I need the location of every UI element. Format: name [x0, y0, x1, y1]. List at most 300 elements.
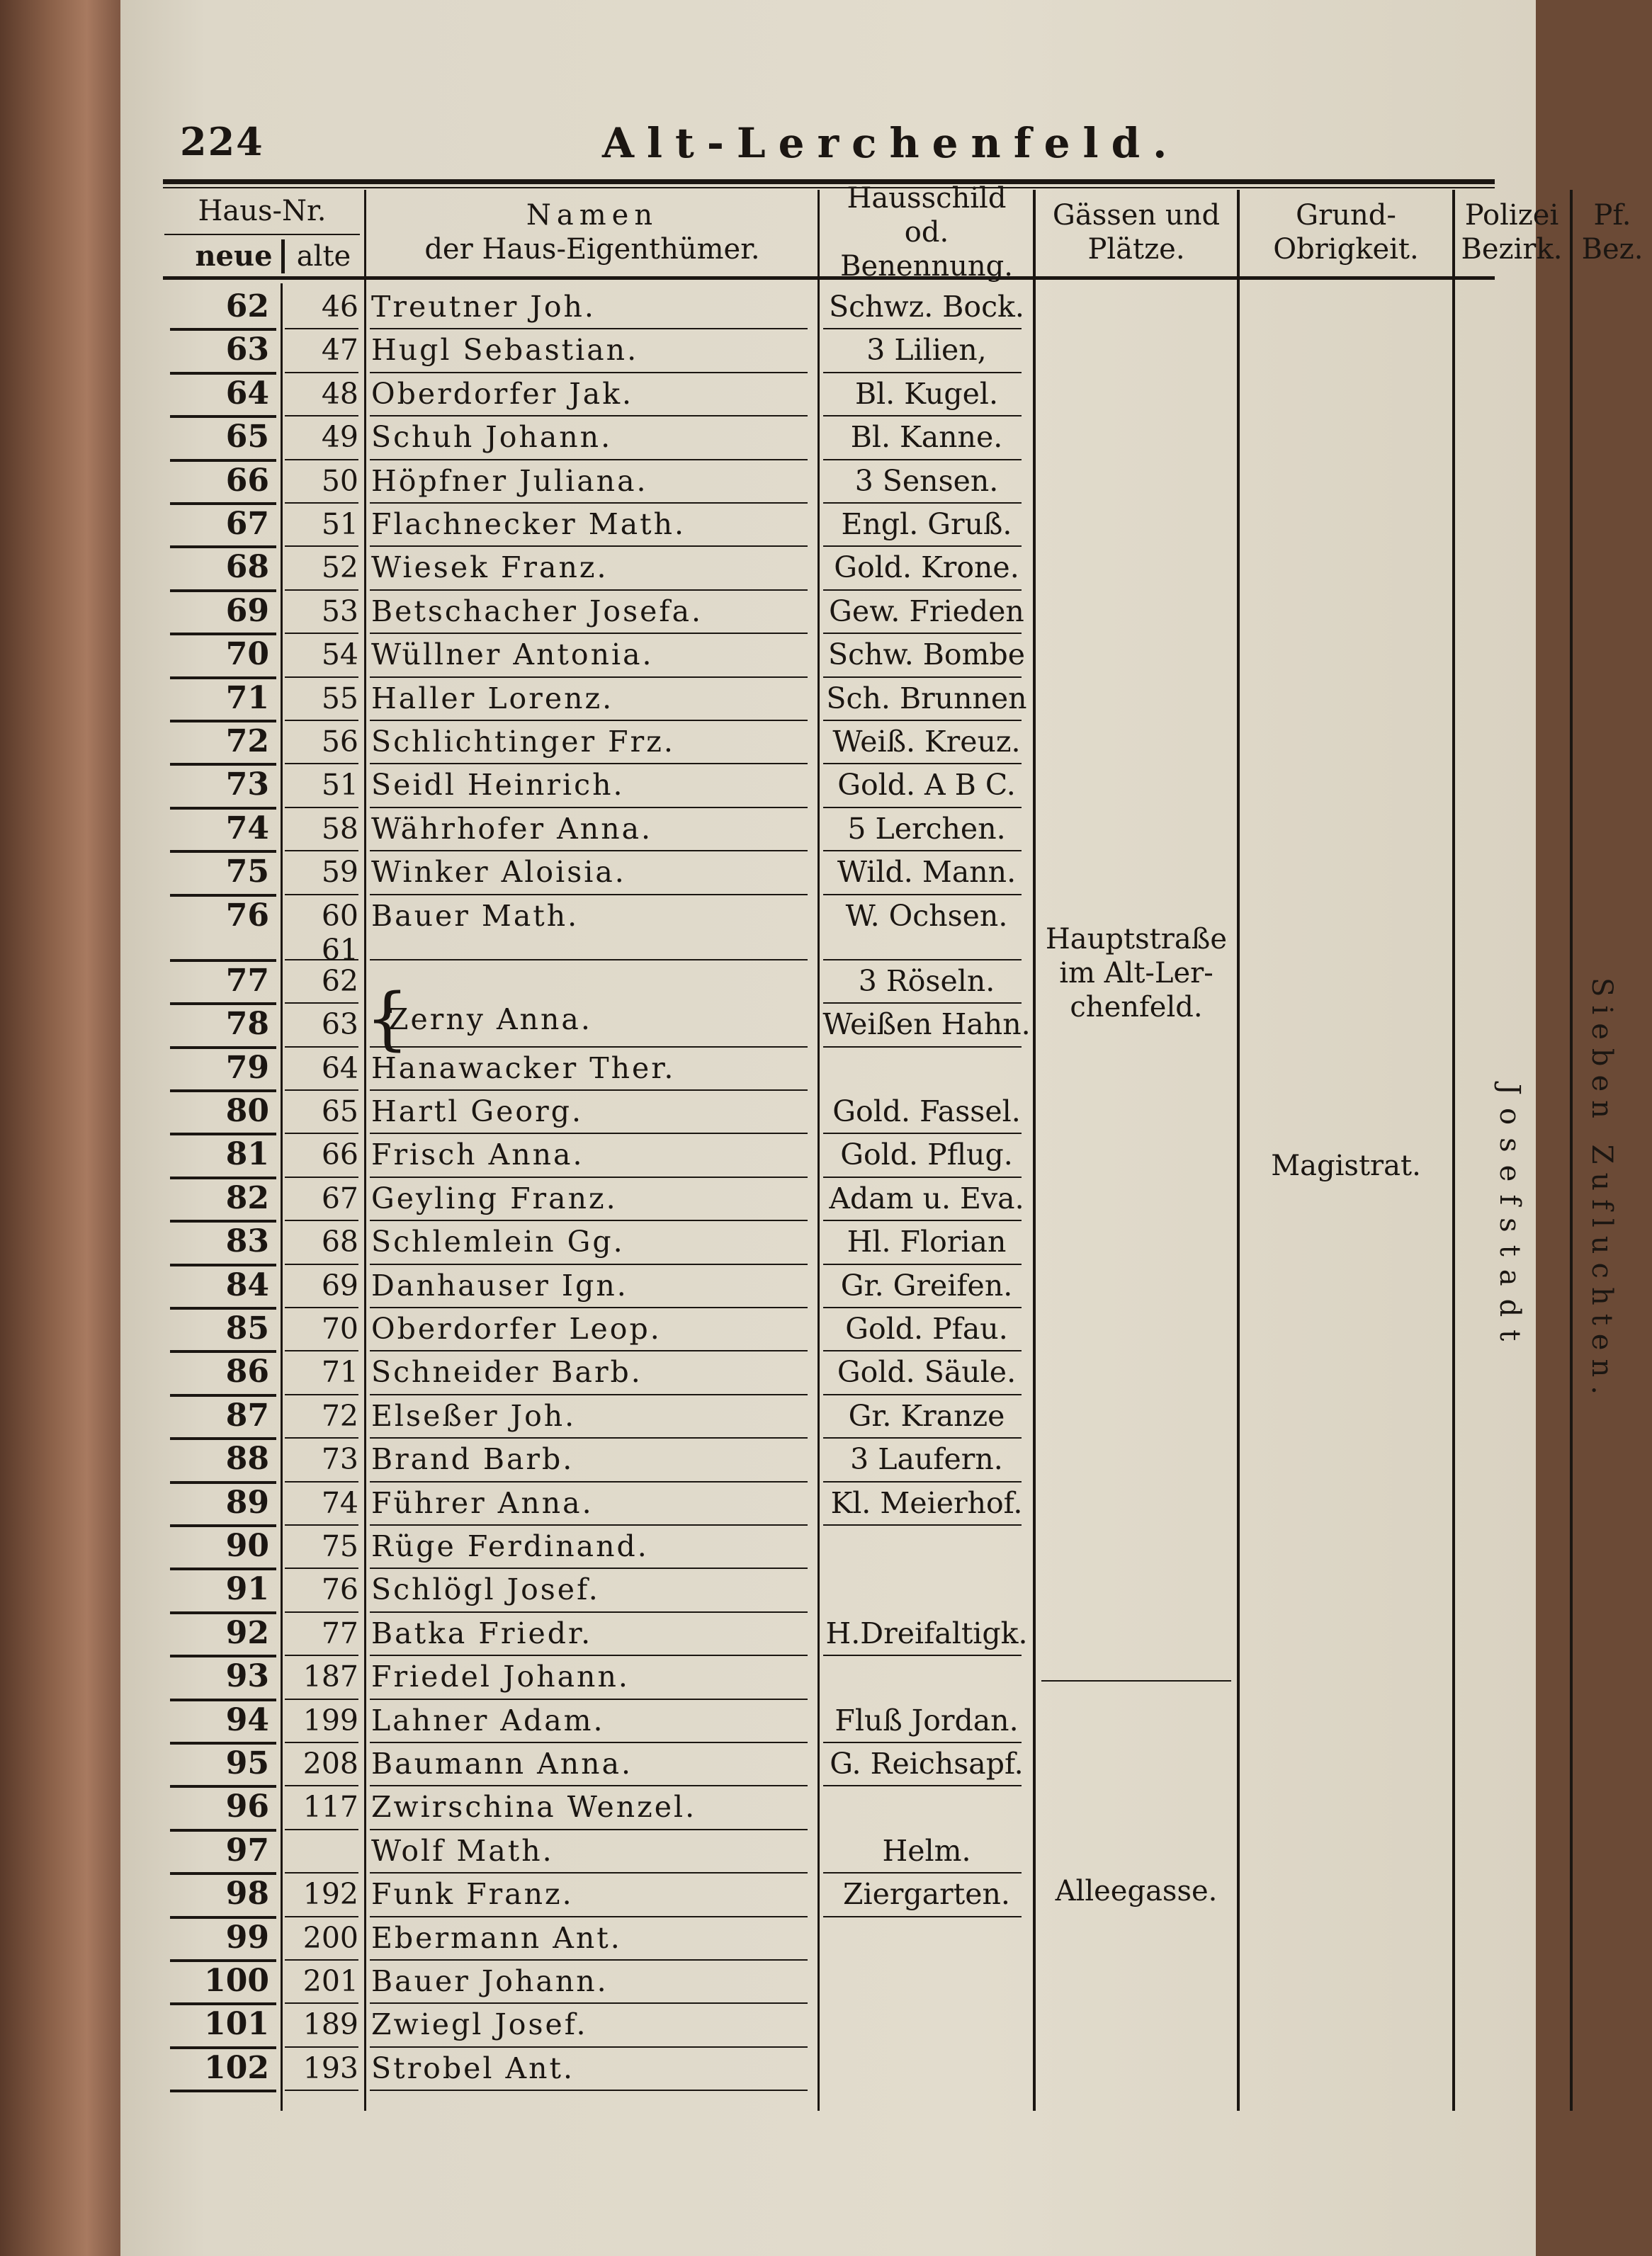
row-schild-rule — [823, 589, 1022, 591]
brace-rows-77-78: { — [366, 979, 409, 1058]
row-name-rule — [370, 2046, 808, 2048]
row-neue-rule — [170, 633, 276, 635]
row-alte-number: 58 — [321, 811, 358, 846]
row-name-rule — [370, 2002, 808, 2004]
row-alte-rule — [285, 1133, 358, 1134]
row-alte-number: 54 — [321, 637, 358, 672]
row-alte-rule — [285, 502, 358, 504]
book-page — [120, 0, 1643, 2256]
row-name-rule — [370, 1133, 808, 1134]
col-gassen-line1: Gässen und — [1052, 199, 1221, 232]
row-neue-rule — [170, 1350, 276, 1353]
row-schild-rule — [823, 1524, 1022, 1526]
row-schild-rule — [823, 676, 1022, 678]
row-schild-rule — [823, 415, 1022, 416]
row-owner-name: Schlemlein Gg. — [371, 1225, 625, 1259]
row-hausschild: Schw. Bombe — [828, 637, 1025, 672]
row-hausschild: Gr. Kranze — [848, 1398, 1005, 1433]
row-neue-rule — [170, 1437, 276, 1440]
row-alte-rule — [285, 1872, 358, 1874]
row-alte-number: 72 — [321, 1398, 358, 1433]
row-neue-number: 68 — [225, 549, 269, 586]
row-neue-rule — [170, 2090, 276, 2092]
row-neue-number: 89 — [225, 1484, 269, 1521]
row-schild-rule — [823, 1220, 1022, 1221]
row-neue-number: 74 — [225, 810, 269, 846]
row-neue-rule — [170, 1089, 276, 1092]
row-hausschild: Gr. Greifen. — [840, 1268, 1013, 1303]
row-schild-rule — [823, 1046, 1022, 1048]
row-alte-number: 65 — [321, 1094, 358, 1128]
row-neue-number: 85 — [225, 1310, 269, 1347]
column-header-rule — [163, 276, 1495, 280]
row-alte-rule — [285, 894, 358, 895]
col-divider-neue-alte — [281, 283, 283, 2111]
row-alte-rule — [285, 807, 358, 808]
row-owner-name: Funk Franz. — [371, 1877, 574, 1912]
col-alte-label: alte — [296, 240, 351, 273]
row-schild-rule — [823, 1785, 1022, 1786]
col-pf-line2: Bez. — [1581, 233, 1643, 266]
row-neue-rule — [170, 1568, 276, 1570]
row-owner-name: Ebermann Ant. — [371, 1920, 622, 1955]
row-neue-number: 75 — [225, 854, 269, 890]
haus-nr-subrule — [164, 234, 360, 235]
row-owner-name: Frisch Anna. — [371, 1138, 584, 1172]
row-schild-rule — [823, 763, 1022, 764]
row-alte-rule — [285, 545, 358, 547]
row-name-rule — [370, 894, 808, 895]
merged-owner-name: Zerny Anna. — [388, 1002, 592, 1036]
row-alte-number: 49 — [321, 420, 358, 455]
row-neue-rule — [170, 1046, 276, 1049]
row-schild-rule — [823, 720, 1022, 721]
row-alte-number: 46 — [321, 290, 358, 324]
row-neue-rule — [170, 1611, 276, 1614]
row-hausschild: Weißen Hahn. — [822, 1007, 1031, 1042]
row-schild-rule — [823, 1872, 1022, 1874]
row-schild-rule — [823, 459, 1022, 460]
row-alte-number: 55 — [321, 681, 358, 715]
col-divider-namen-schild — [817, 190, 820, 2111]
row-neue-rule — [170, 1742, 276, 1745]
row-alte-rule — [285, 959, 358, 960]
row-neue-number: 67 — [225, 506, 269, 542]
col-grund-line1: Grund- — [1296, 199, 1396, 232]
page-title: Alt-Lerchenfeld. — [602, 119, 1180, 167]
row-alte-rule — [285, 1699, 358, 1700]
row-name-rule — [370, 1916, 808, 1917]
row-owner-name: Lahner Adam. — [371, 1703, 605, 1738]
row-name-rule — [370, 545, 808, 547]
row-owner-name: Seidl Heinrich. — [371, 768, 625, 803]
row-neue-number: 93 — [225, 1658, 269, 1695]
row-neue-rule — [170, 1177, 276, 1179]
row-neue-number: 70 — [225, 636, 269, 673]
row-hausschild: Kl. Meierhof. — [830, 1485, 1023, 1520]
row-alte-number: 69 — [321, 1268, 358, 1303]
row-schild-rule — [823, 1002, 1022, 1004]
row-neue-rule — [170, 1133, 276, 1135]
row-owner-name: Haller Lorenz. — [371, 681, 614, 715]
row-neue-number: 91 — [225, 1571, 269, 1608]
row-neue-rule — [170, 720, 276, 722]
row-owner-name: Wüllner Antonia. — [371, 637, 654, 672]
row-hausschild: W. Ochsen. — [845, 898, 1008, 933]
row-schild-rule — [823, 1307, 1022, 1308]
col-divider-schild-gassen — [1033, 190, 1036, 2111]
row-neue-number: 64 — [225, 375, 269, 412]
row-hausschild: Schwz. Bock. — [829, 290, 1024, 324]
row-neue-rule — [170, 415, 276, 418]
row-alte-rule — [285, 1307, 358, 1308]
row-neue-rule — [170, 372, 276, 375]
polizei-bezirk-josefstadt: Josefstadt — [1493, 1084, 1526, 1354]
row-neue-number: 76 — [225, 897, 269, 934]
row-hausschild: H.Dreifaltigk. — [825, 1616, 1028, 1650]
row-neue-number: 82 — [225, 1179, 269, 1216]
row-alte-number: 56 — [321, 725, 358, 759]
row-hausschild: Helm. — [882, 1833, 971, 1868]
row-owner-name: Betschacher Josefa. — [371, 594, 703, 628]
row-neue-rule — [170, 1829, 276, 1832]
col-neue-label: neue — [195, 239, 273, 273]
row-alte-rule — [285, 633, 358, 634]
row-alte-number: 200 — [302, 1920, 358, 1955]
row-alte-number: 71 — [321, 1355, 358, 1390]
row-neue-number: 84 — [225, 1266, 269, 1303]
row-alte-number: 189 — [302, 2007, 358, 2042]
row-alte-rule — [285, 1220, 358, 1221]
row-owner-name: Schlögl Josef. — [371, 1572, 600, 1607]
row-neue-number: 77 — [225, 962, 269, 999]
page-number: 224 — [180, 119, 264, 164]
row-alte-number: 62 — [321, 963, 358, 998]
row-alte-number: 50 — [321, 463, 358, 498]
row-name-rule — [370, 1742, 808, 1743]
row-schild-rule — [823, 1264, 1022, 1265]
row-alte-number: 51 — [321, 507, 358, 541]
row-owner-name: Oberdorfer Jak. — [371, 376, 634, 411]
row-hausschild: Gold. Fassel. — [832, 1094, 1021, 1128]
row-alte-rule — [285, 1524, 358, 1526]
col-polizei-line2: Bezirk. — [1461, 233, 1563, 266]
row-owner-name: Schuh Johann. — [371, 420, 613, 455]
book-spine — [0, 0, 124, 2256]
row-neue-rule — [170, 502, 276, 505]
row-hausschild: Fluß Jordan. — [835, 1703, 1019, 1738]
row-neue-number: 98 — [225, 1876, 269, 1912]
row-owner-name: Danhauser Ign. — [371, 1268, 628, 1303]
row-name-rule — [370, 1829, 808, 1830]
row-alte-rule — [285, 1046, 358, 1048]
row-name-rule — [370, 502, 808, 504]
row-name-rule — [370, 676, 808, 678]
row-owner-name: Bauer Johann. — [371, 1963, 609, 1998]
row-owner-name: Brand Barb. — [371, 1442, 575, 1477]
row-name-rule — [370, 328, 808, 329]
row-neue-rule — [170, 589, 276, 592]
row-alte-rule — [285, 589, 358, 591]
row-owner-name: Hartl Georg. — [371, 1094, 583, 1128]
row-schild-rule — [823, 545, 1022, 547]
row-owner-name: Oberdorfer Leop. — [371, 1311, 662, 1346]
row-name-rule — [370, 2090, 808, 2091]
row-neue-number: 88 — [225, 1441, 269, 1478]
col-polizei-line1: Polizei — [1464, 199, 1559, 232]
row-owner-name: Führer Anna. — [371, 1485, 594, 1520]
row-alte-rule — [285, 850, 358, 851]
col-divider-polizei-pf — [1570, 190, 1573, 2111]
row-alte-rule — [285, 1785, 358, 1786]
row-owner-name: Schneider Barb. — [371, 1355, 643, 1390]
row-alte-rule — [285, 1394, 358, 1395]
row-owner-name: Hugl Sebastian. — [371, 333, 639, 368]
col-head-pf — [1573, 190, 1652, 275]
row-owner-name: Zwirschina Wenzel. — [371, 1790, 697, 1825]
row-hausschild: Hl. Florian — [847, 1225, 1007, 1259]
row-schild-rule — [823, 328, 1022, 329]
row-name-rule — [370, 850, 808, 851]
row-alte-number: 51 — [321, 768, 358, 803]
row-neue-rule — [170, 850, 276, 853]
row-alte-rule — [285, 328, 358, 329]
row-neue-rule — [170, 959, 276, 962]
row-name-rule — [370, 1046, 808, 1048]
row-hausschild: Gold. Krone. — [834, 550, 1019, 585]
row-neue-number: 100 — [204, 1962, 269, 1999]
row-schild-rule — [823, 1481, 1022, 1483]
gasse-separator — [1041, 1680, 1231, 1682]
row-schild-rule — [823, 807, 1022, 808]
row-neue-rule — [170, 1959, 276, 1962]
row-hausschild: 3 Röseln. — [858, 963, 995, 998]
row-alte-number: 47 — [321, 333, 358, 368]
row-alte-number: 73 — [321, 1442, 358, 1477]
row-schild-rule — [823, 633, 1022, 634]
row-alte-number: 74 — [321, 1485, 358, 1520]
row-alte-rule — [285, 1264, 358, 1265]
row-schild-rule — [823, 1437, 1022, 1439]
row-name-rule — [370, 1611, 808, 1613]
row-neue-rule — [170, 459, 276, 462]
row-neue-rule — [170, 1524, 276, 1527]
row-neue-number: 86 — [225, 1354, 269, 1390]
row-owner-name: Höpfner Juliana. — [371, 463, 648, 498]
row-neue-rule — [170, 763, 276, 766]
col-head-namen — [367, 190, 817, 275]
row-hausschild: Wild. Mann. — [837, 855, 1017, 890]
row-alte-number: 117 — [302, 1790, 358, 1825]
row-neue-number: 97 — [225, 1832, 269, 1869]
row-alte-rule — [285, 2090, 358, 2091]
row-owner-name: Baumann Anna. — [371, 1746, 633, 1781]
col-namen-line2: der Haus-Eigenthümer. — [424, 233, 760, 266]
gasse-hauptstrasse-line3: chenfeld. — [1070, 991, 1203, 1024]
row-alte-rule — [285, 415, 358, 416]
row-hausschild: Adam u. Eva. — [829, 1181, 1024, 1215]
row-neue-rule — [170, 1785, 276, 1788]
row-alte-number: 67 — [321, 1181, 358, 1215]
row-alte-rule — [285, 1481, 358, 1483]
row-alte-rule — [285, 1655, 358, 1656]
row-hausschild: Gold. A B C. — [837, 768, 1016, 803]
row-alte-number: 77 — [321, 1616, 358, 1650]
row-name-rule — [370, 763, 808, 764]
row-hausschild: 5 Lerchen. — [847, 811, 1006, 846]
row-neue-rule — [170, 2002, 276, 2005]
col-pf-line1: Pf. — [1593, 199, 1631, 232]
row-alte-number-2: 61 — [321, 932, 358, 967]
row-schild-rule — [823, 1742, 1022, 1743]
row-schild-rule — [823, 1133, 1022, 1134]
col-head-hausschild — [820, 182, 1033, 283]
row-owner-name: Währhofer Anna. — [371, 811, 653, 846]
row-neue-number: 66 — [225, 462, 269, 499]
row-neue-number: 63 — [225, 331, 269, 368]
row-owner-name: Strobel Ant. — [371, 2051, 575, 2085]
row-alte-number: 60 — [321, 898, 358, 933]
row-alte-rule — [285, 459, 358, 460]
col-gassen-line2: Plätze. — [1087, 233, 1185, 266]
row-owner-name: Treutner Joh. — [371, 290, 596, 324]
row-neue-rule — [170, 1481, 276, 1484]
col-divider-head-neue-alte — [281, 239, 285, 273]
row-alte-number: 201 — [302, 1963, 358, 1998]
row-name-rule — [370, 1307, 808, 1308]
row-schild-rule — [823, 1177, 1022, 1178]
row-name-rule — [370, 1220, 808, 1221]
pf-bezirk-sieben-zufluchten: Sieben Zufluchten. — [1585, 977, 1618, 1403]
row-neue-rule — [170, 1307, 276, 1310]
row-neue-number: 99 — [225, 1919, 269, 1956]
gasse-hauptstrasse-line2: im Alt-Ler- — [1059, 957, 1213, 990]
grund-obrigkeit-magistrat: Magistrat. — [1271, 1150, 1421, 1182]
row-name-rule — [370, 372, 808, 373]
row-alte-rule — [285, 1002, 358, 1004]
col-divider-grund-polizei — [1452, 190, 1455, 2111]
col-hausschild-line2: Benennung. — [840, 250, 1013, 283]
row-hausschild: 3 Sensen. — [854, 463, 999, 498]
row-hausschild: Gold. Pflug. — [840, 1138, 1013, 1172]
row-neue-rule — [170, 1916, 276, 1919]
row-alte-rule — [285, 1829, 358, 1830]
row-alte-number: 208 — [302, 1746, 358, 1781]
row-neue-number: 79 — [225, 1049, 269, 1086]
row-alte-number: 63 — [321, 1007, 358, 1042]
row-hausschild: Weiß. Kreuz. — [832, 725, 1021, 759]
row-schild-rule — [823, 850, 1022, 851]
row-neue-rule — [170, 1699, 276, 1701]
row-alte-number: 68 — [321, 1225, 358, 1259]
row-hausschild: Engl. Gruß. — [841, 507, 1012, 541]
row-name-rule — [370, 1481, 808, 1483]
row-neue-rule — [170, 676, 276, 679]
col-divider-alte-namen — [364, 190, 366, 2111]
row-name-rule — [370, 1524, 808, 1526]
row-name-rule — [370, 1959, 808, 1961]
row-neue-number: 72 — [225, 723, 269, 759]
row-hausschild: Gold. Säule. — [837, 1355, 1017, 1390]
row-schild-rule — [823, 1655, 1022, 1656]
row-alte-rule — [285, 1350, 358, 1351]
row-neue-rule — [170, 2046, 276, 2049]
row-neue-number: 101 — [204, 2006, 269, 2043]
row-neue-rule — [170, 1220, 276, 1223]
row-neue-number: 65 — [225, 419, 269, 455]
row-hausschild: Bl. Kugel. — [854, 376, 999, 411]
row-neue-rule — [170, 328, 276, 331]
row-alte-number: 53 — [321, 594, 358, 628]
row-neue-number: 96 — [225, 1789, 269, 1825]
row-alte-rule — [285, 372, 358, 373]
row-neue-number: 81 — [225, 1136, 269, 1173]
row-name-rule — [370, 415, 808, 416]
col-grund-line2: Obrigkeit. — [1273, 233, 1419, 266]
row-owner-name: Hanawacker Ther. — [371, 1050, 676, 1085]
row-alte-number: 52 — [321, 550, 358, 585]
row-alte-rule — [285, 1177, 358, 1178]
row-neue-rule — [170, 1264, 276, 1266]
row-hausschild: Bl. Kanne. — [850, 420, 1003, 455]
row-neue-number: 87 — [225, 1397, 269, 1434]
row-owner-name: Rüge Ferdinand. — [371, 1529, 649, 1563]
row-name-rule — [370, 1699, 808, 1700]
row-name-rule — [370, 633, 808, 634]
row-owner-name: Elseßer Joh. — [371, 1398, 577, 1433]
row-name-rule — [370, 1568, 808, 1569]
row-hausschild: G. Reichsapf. — [830, 1746, 1024, 1781]
row-schild-rule — [823, 959, 1022, 960]
row-name-rule — [370, 1785, 808, 1786]
row-hausschild: 3 Laufern. — [850, 1442, 1003, 1477]
row-neue-rule — [170, 1002, 276, 1005]
row-neue-rule — [170, 807, 276, 810]
row-name-rule — [370, 807, 808, 808]
row-neue-number: 69 — [225, 592, 269, 629]
row-alte-rule — [285, 2002, 358, 2004]
gasse-alleegasse: Alleegasse. — [1055, 1875, 1218, 1908]
col-head-gassen — [1036, 190, 1237, 275]
row-owner-name: Wolf Math. — [371, 1833, 554, 1868]
gasse-hauptstrasse — [1036, 922, 1237, 1024]
row-alte-rule — [285, 676, 358, 678]
row-schild-rule — [823, 1916, 1022, 1917]
col-head-grund — [1240, 190, 1452, 275]
row-neue-number: 90 — [225, 1527, 269, 1564]
row-alte-rule — [285, 2046, 358, 2048]
row-neue-rule — [170, 894, 276, 897]
row-name-rule — [370, 1177, 808, 1178]
row-name-rule — [370, 1872, 808, 1874]
row-name-rule — [370, 1089, 808, 1091]
row-neue-number: 102 — [204, 2049, 269, 2086]
row-neue-number: 92 — [225, 1614, 269, 1651]
row-alte-rule — [285, 763, 358, 764]
row-schild-rule — [823, 502, 1022, 504]
row-alte-rule — [285, 1916, 358, 1917]
row-schild-rule — [823, 1394, 1022, 1395]
row-hausschild: Ziergarten. — [843, 1877, 1010, 1912]
col-haus-nr-label: Haus-Nr. — [198, 195, 327, 227]
row-alte-number: 193 — [302, 2051, 358, 2085]
row-hausschild: Gew. Frieden — [829, 594, 1024, 628]
row-name-rule — [370, 1394, 808, 1395]
row-alte-number: 66 — [321, 1138, 358, 1172]
row-alte-rule — [285, 1089, 358, 1091]
row-alte-number: 76 — [321, 1572, 358, 1607]
row-name-rule — [370, 959, 808, 960]
